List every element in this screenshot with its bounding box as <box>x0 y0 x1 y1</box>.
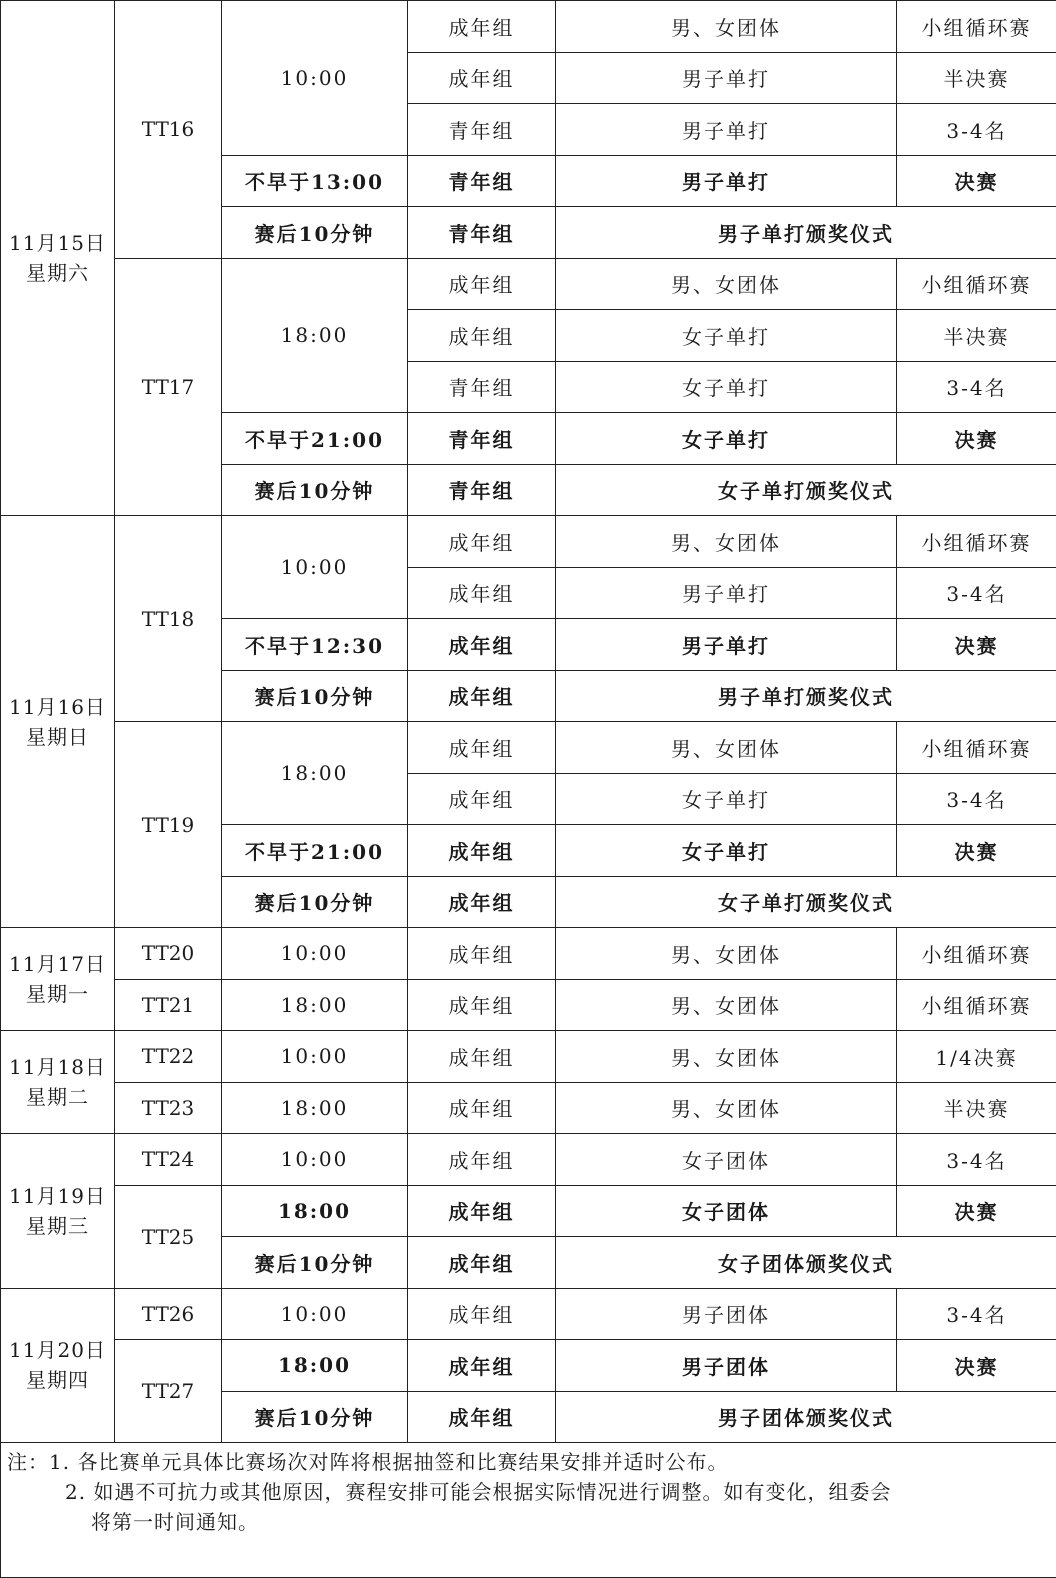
group-cell: 成年组 <box>408 670 556 722</box>
ceremony-cell: 男子团体颁奖仪式 <box>556 1391 1056 1443</box>
event-cell: 男子单打 <box>556 52 897 104</box>
date-label: 11月19日 <box>1 1181 114 1211</box>
date-cell <box>1 1 115 516</box>
time-cell: 18:00 <box>222 722 408 825</box>
group-cell: 成年组 <box>408 310 556 362</box>
unit-cell: TT19 <box>115 722 222 928</box>
schedule-row <box>1 979 1056 1031</box>
event-cell: 男、女团体 <box>556 1082 897 1134</box>
schedule-row <box>1 1 1056 53</box>
stage-cell: 小组循环赛 <box>897 1 1056 53</box>
event-cell: 男子单打 <box>556 104 897 156</box>
stage-cell: 小组循环赛 <box>897 979 1056 1031</box>
group-cell: 成年组 <box>408 1237 556 1289</box>
time-cell: 赛后10分钟 <box>222 207 408 259</box>
time-cell: 赛后10分钟 <box>222 464 408 516</box>
event-cell: 女子团体 <box>556 1185 897 1237</box>
group-cell: 青年组 <box>408 413 556 465</box>
time-cell: 不早于13:00 <box>222 155 408 207</box>
note-line-3: 将第一时间通知。 <box>7 1507 1050 1537</box>
stage-cell: 3-4名 <box>897 1288 1056 1340</box>
stage-cell: 3-4名 <box>897 104 1056 156</box>
time-cell: 10:00 <box>222 516 408 619</box>
schedule-row <box>1 1185 1056 1237</box>
time-cell: 赛后10分钟 <box>222 876 408 928</box>
unit-cell: TT27 <box>115 1340 222 1443</box>
event-cell: 男子单打 <box>556 155 897 207</box>
unit-cell: TT24 <box>115 1134 222 1186</box>
date-label: 11月17日 <box>1 949 114 979</box>
group-cell: 成年组 <box>408 979 556 1031</box>
event-cell: 男、女团体 <box>556 258 897 310</box>
unit-cell: TT20 <box>115 928 222 980</box>
event-cell: 男、女团体 <box>556 1031 897 1083</box>
ceremony-cell: 女子单打颁奖仪式 <box>556 464 1056 516</box>
stage-cell: 决赛 <box>897 825 1056 877</box>
schedule-row <box>1 1340 1056 1392</box>
group-cell: 成年组 <box>408 928 556 980</box>
time-cell: 不早于12:30 <box>222 619 408 671</box>
group-cell: 青年组 <box>408 361 556 413</box>
ceremony-cell: 男子单打颁奖仪式 <box>556 207 1056 259</box>
time-cell: 10:00 <box>222 928 408 980</box>
unit-cell: TT18 <box>115 516 222 722</box>
group-cell: 成年组 <box>408 52 556 104</box>
stage-cell: 半决赛 <box>897 52 1056 104</box>
group-cell: 成年组 <box>408 876 556 928</box>
ceremony-cell: 男子单打颁奖仪式 <box>556 670 1056 722</box>
stage-cell: 小组循环赛 <box>897 258 1056 310</box>
date-label: 11月15日 <box>1 228 114 258</box>
stage-cell: 半决赛 <box>897 1082 1056 1134</box>
time-cell: 18:00 <box>222 979 408 1031</box>
time-cell: 18:00 <box>222 1340 408 1392</box>
stage-cell: 决赛 <box>897 1340 1056 1392</box>
group-cell: 青年组 <box>408 155 556 207</box>
group-cell: 成年组 <box>408 825 556 877</box>
group-cell: 成年组 <box>408 619 556 671</box>
time-cell: 赛后10分钟 <box>222 1391 408 1443</box>
event-cell: 男、女团体 <box>556 928 897 980</box>
group-cell: 成年组 <box>408 1340 556 1392</box>
event-cell: 男子团体 <box>556 1340 897 1392</box>
weekday-label: 星期三 <box>1 1211 114 1241</box>
group-cell: 成年组 <box>408 1082 556 1134</box>
date-cell <box>1 1288 115 1443</box>
weekday-label: 星期一 <box>1 979 114 1009</box>
date-label: 11月18日 <box>1 1052 114 1082</box>
event-cell: 男、女团体 <box>556 516 897 568</box>
group-cell: 成年组 <box>408 1185 556 1237</box>
date-cell <box>1 928 115 1031</box>
group-cell: 成年组 <box>408 1031 556 1083</box>
time-cell: 18:00 <box>222 258 408 413</box>
group-cell: 成年组 <box>408 1391 556 1443</box>
notes-cell <box>1 1443 1056 1578</box>
date-cell <box>1 1031 115 1134</box>
schedule-row <box>1 928 1056 980</box>
weekday-label: 星期日 <box>1 722 114 752</box>
event-cell: 男子单打 <box>556 619 897 671</box>
event-cell: 女子单打 <box>556 413 897 465</box>
unit-cell: TT23 <box>115 1082 222 1134</box>
schedule-row <box>1 722 1056 774</box>
stage-cell: 3-4名 <box>897 361 1056 413</box>
group-cell: 成年组 <box>408 1 556 53</box>
stage-cell: 3-4名 <box>897 773 1056 825</box>
schedule-row <box>1 1288 1056 1340</box>
stage-cell: 决赛 <box>897 155 1056 207</box>
stage-cell: 小组循环赛 <box>897 722 1056 774</box>
stage-cell: 决赛 <box>897 413 1056 465</box>
group-cell: 青年组 <box>408 464 556 516</box>
time-cell: 18:00 <box>222 1185 408 1237</box>
weekday-label: 星期六 <box>1 258 114 288</box>
unit-cell: TT22 <box>115 1031 222 1083</box>
time-cell: 10:00 <box>222 1134 408 1186</box>
group-cell: 成年组 <box>408 258 556 310</box>
event-cell: 男子单打 <box>556 567 897 619</box>
group-cell: 成年组 <box>408 1134 556 1186</box>
event-cell: 女子团体 <box>556 1134 897 1186</box>
date-label: 11月16日 <box>1 692 114 722</box>
time-cell: 18:00 <box>222 1082 408 1134</box>
stage-cell: 决赛 <box>897 1185 1056 1237</box>
unit-cell: TT16 <box>115 1 222 259</box>
group-cell: 成年组 <box>408 722 556 774</box>
event-cell: 男、女团体 <box>556 1 897 53</box>
note-line-2: 2. 如遇不可抗力或其他原因，赛程安排可能会根据实际情况进行调整。如有变化，组委会 <box>7 1477 1050 1507</box>
time-cell: 不早于21:00 <box>222 825 408 877</box>
time-cell: 赛后10分钟 <box>222 670 408 722</box>
date-cell <box>1 1134 115 1289</box>
stage-cell: 3-4名 <box>897 1134 1056 1186</box>
event-cell: 男、女团体 <box>556 722 897 774</box>
unit-cell: TT26 <box>115 1288 222 1340</box>
event-cell: 女子单打 <box>556 310 897 362</box>
group-cell: 青年组 <box>408 207 556 259</box>
event-cell: 男子团体 <box>556 1288 897 1340</box>
event-cell: 男、女团体 <box>556 979 897 1031</box>
group-cell: 成年组 <box>408 773 556 825</box>
unit-cell: TT21 <box>115 979 222 1031</box>
note-prefix: 注： <box>7 1450 49 1474</box>
schedule-row <box>1 1082 1056 1134</box>
stage-cell: 小组循环赛 <box>897 516 1056 568</box>
date-label: 11月20日 <box>1 1335 114 1365</box>
event-cell: 女子单打 <box>556 361 897 413</box>
group-cell: 成年组 <box>408 516 556 568</box>
time-cell: 赛后10分钟 <box>222 1237 408 1289</box>
group-cell: 成年组 <box>408 1288 556 1340</box>
time-cell: 不早于21:00 <box>222 413 408 465</box>
schedule-row <box>1 516 1056 568</box>
stage-cell: 半决赛 <box>897 310 1056 362</box>
weekday-label: 星期二 <box>1 1082 114 1112</box>
group-cell: 青年组 <box>408 104 556 156</box>
stage-cell: 小组循环赛 <box>897 928 1056 980</box>
ceremony-cell: 女子团体颁奖仪式 <box>556 1237 1056 1289</box>
schedule-row <box>1 258 1056 310</box>
time-cell: 10:00 <box>222 1031 408 1083</box>
time-cell: 10:00 <box>222 1288 408 1340</box>
unit-cell: TT25 <box>115 1185 222 1288</box>
date-cell <box>1 516 115 928</box>
unit-cell: TT17 <box>115 258 222 516</box>
ceremony-cell: 女子单打颁奖仪式 <box>556 876 1056 928</box>
schedule-body <box>1 1 1056 1443</box>
group-cell: 成年组 <box>408 567 556 619</box>
note-text-1: 1. 各比赛单元具体比赛场次对阵将根据抽签和比赛结果安排并适时公布。 <box>49 1450 728 1474</box>
stage-cell: 3-4名 <box>897 567 1056 619</box>
notes-row <box>1 1443 1056 1578</box>
schedule-row <box>1 1134 1056 1186</box>
time-cell: 10:00 <box>222 1 408 156</box>
weekday-label: 星期四 <box>1 1365 114 1395</box>
note-line-1 <box>7 1447 1050 1477</box>
event-cell: 女子单打 <box>556 825 897 877</box>
schedule-row <box>1 1031 1056 1083</box>
stage-cell: 1/4决赛 <box>897 1031 1056 1083</box>
event-cell: 女子单打 <box>556 773 897 825</box>
stage-cell: 决赛 <box>897 619 1056 671</box>
